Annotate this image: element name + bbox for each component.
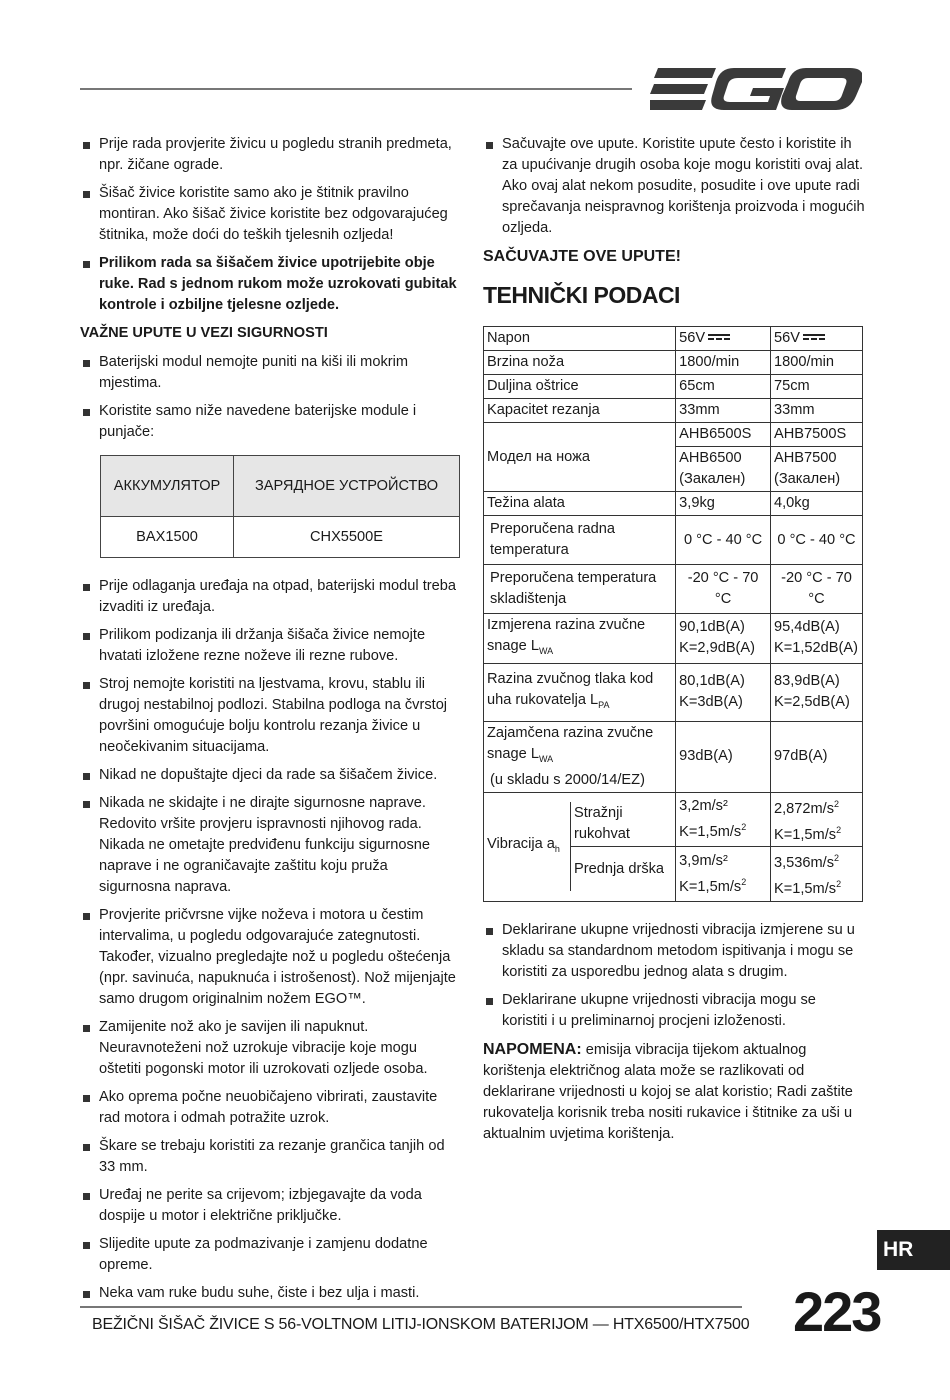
list-item: Stroj nemojte koristiti na ljestvama, krovu, stablu ili drugoj nestabilnoj podlozi. Stabilna podloga na čvrstoj površini omogućuje bolju kontrolu rezanja živice u neočekivanim situacijama. — [80, 674, 462, 758]
spec-label: Preporučena radna temperatura — [484, 516, 676, 565]
spec-label — [484, 721, 676, 792]
table-header: АККУМУЛЯТОР — [101, 456, 234, 517]
spec-value: 3,9kg — [676, 492, 771, 516]
note-paragraph — [483, 1039, 865, 1145]
spec-value: -20 °C - 70 °C — [676, 565, 771, 614]
spec-label — [484, 663, 676, 721]
spec-label: Kapacitet rezanja — [484, 399, 676, 423]
spec-value-line: $K=1,5m/s^2$ — [679, 822, 747, 840]
spec-value — [771, 327, 863, 351]
spec-value-line: 90,1dB(A) — [679, 619, 745, 636]
spec-value-line: 3,2m/s² — [679, 798, 728, 815]
table-cell: CHX5500E — [234, 517, 460, 558]
dc-symbol-icon — [803, 334, 825, 342]
right-column — [483, 134, 865, 1145]
left-column — [80, 134, 462, 1311]
spec-value-line: $2,872m/s^2$ — [774, 798, 840, 817]
table-row — [484, 663, 863, 721]
spec-value-text: 2,872m/s — [774, 800, 835, 817]
list-item: Šišač živice koristite samo ako je štitnik pravilno montiran. Ako šišač živice koristite bez odgovarajućeg štitnika, može doći do teških tjelesnih ozljeda! — [80, 183, 462, 246]
spec-value: 65cm — [676, 375, 771, 399]
list-item: Deklarirane ukupne vrijednosti vibracija mogu se koristiti i u preliminarnoj procjeni izloženosti. — [483, 990, 865, 1032]
vibration-subtable — [484, 802, 675, 891]
spec-value-text: K=1,5m/s — [774, 826, 837, 843]
table-header: ЗАРЯДНОЕ УСТРОЙСТВО — [234, 456, 460, 517]
table-cell: BAX1500 — [101, 517, 234, 558]
spec-value — [771, 663, 863, 721]
list-item: Nikad ne dopuštajte djeci da rade sa šišačem živice. — [80, 765, 462, 786]
spec-value: 75cm — [771, 375, 863, 399]
table-row — [484, 492, 863, 516]
footer-rule — [80, 1306, 742, 1308]
spec-value: -20 °C - 70 °C — [771, 565, 863, 614]
list-item: Prilikom podizanja ili držanja šišača živice nemojte hvatati izložene rezne noževe ili rezne rubove. — [80, 625, 462, 667]
spec-value: 4,0kg — [771, 492, 863, 516]
language-tab: HR — [877, 1230, 950, 1270]
spec-value: 97dB(A) — [771, 721, 863, 792]
list-item: Nikada ne skidajte i ne dirajte sigurnosne naprave. Redovito vršite provjeru ispravnosti njihovog rada. Nikada ne ometajte predviđenu funkciju sigurnosne naprave i ne ograničavajte zaštitu koju pruža sigurnosna naprava. — [80, 793, 462, 898]
list-item: Prije rada provjerite živicu u pogledu stranih predmeta, npr. žičane ograde. — [80, 134, 462, 176]
spec-label: Модел на ножа — [484, 423, 676, 492]
spec-value — [676, 792, 771, 847]
spec-value-text: 56V — [774, 330, 800, 346]
spec-value-line: $K=1,5m/s^2$ — [774, 879, 842, 898]
spec-value-text: K=1,5m/s — [679, 878, 742, 895]
table-row — [484, 721, 863, 792]
table-row — [484, 351, 863, 375]
spec-value-line: $3,536m/s^2$ — [774, 853, 840, 872]
spec-value-line: K=2,9dB(A) — [679, 640, 756, 657]
spec-label — [484, 802, 571, 891]
spec-value-line: 80,1dB(A) — [679, 673, 745, 690]
spec-label — [484, 614, 676, 664]
list-item: Prije odlaganja uređaja na otpad, baterijski modul treba izvaditi iz uređaja. — [80, 576, 462, 618]
spec-table — [483, 326, 863, 902]
list-item: Slijedite upute za podmazivanje i zamjenu dodatne opreme. — [80, 1234, 462, 1276]
list-item-warning: Prilikom rada sa šišačem živice upotrijebite obje ruke. Rad s jednom rukom može uzrokovati gubitak kontrole i ozbiljne tjelesne ozljede. — [80, 253, 462, 316]
battery-charger-table — [100, 455, 460, 558]
spec-value-line: $K=1,5m/s^2$ — [774, 824, 842, 843]
ego-logo — [650, 64, 862, 114]
list-item: Koristite samo niže navedene baterijske module i punjače: — [80, 401, 462, 443]
spec-label-subscript: PA — [598, 699, 610, 710]
header-rule — [80, 88, 632, 90]
spec-value-line: K=3dB(A) — [679, 694, 743, 711]
spec-value: 1800/min — [676, 351, 771, 375]
safety-list-bottom — [80, 576, 462, 1304]
note-text: emisija vibracija tijekom aktualnog korištenja električnog alata može se razlikovati od deklarirane vrijednosti u kojoj se alat koristio; Radi zaštite rukovatelja korisnik treba nositi rukavice i štitnike za uši u aktualnim uvjetima korištenja. — [483, 1042, 853, 1143]
spec-label — [484, 792, 676, 901]
spec-value — [771, 792, 863, 847]
vibration-notes-list — [483, 920, 865, 1032]
spec-label: Težina alata — [484, 492, 676, 516]
spec-value — [771, 614, 863, 664]
spec-label-text: Izmjerena razina zvučne snage L — [487, 617, 646, 654]
table-row — [484, 399, 863, 423]
spec-value-line: K=2,5dB(A) — [774, 694, 850, 711]
table-row — [484, 516, 863, 565]
safety-list-top — [80, 134, 462, 316]
spec-value: 33mm — [771, 399, 863, 423]
spec-label-text: (u skladu s 2000/14/EZ) — [490, 771, 645, 788]
spec-label-text: Vibracija a — [487, 835, 555, 852]
spec-value — [676, 614, 771, 664]
table-row — [484, 327, 863, 351]
table-row — [484, 565, 863, 614]
spec-label: Brzina noža — [484, 351, 676, 375]
table-row — [484, 423, 863, 447]
note-label: NAPOMENA: — [483, 1041, 582, 1059]
page-number: 223 — [793, 1280, 881, 1343]
save-instructions-list — [483, 134, 865, 239]
spec-label-text: Zajamčena razina zvučne snage L — [487, 724, 654, 762]
spec-value: 1800/min — [771, 351, 863, 375]
spec-value-text: K=1,5m/s — [774, 881, 837, 898]
spec-value: AHB6500S — [676, 423, 771, 447]
tech-data-heading: TEHNIČKI PODACI — [483, 282, 680, 308]
spec-value: AHB6500 (Закален) — [676, 447, 771, 492]
table-row — [484, 614, 863, 664]
spec-value-line: 3,9m/s² — [679, 852, 728, 869]
list-item: Sačuvajte ove upute. Koristite upute često i koristite ih za upućivanje drugih osoba koje mogu koristiti ovaj alat. Ako ovaj alat nekom posudite, posudite i ove upute radi sprečavanja neispravnog korištenja proizvoda i mogućih ozljeda. — [483, 134, 865, 239]
spec-value: 93dB(A) — [676, 721, 771, 792]
spec-label: Preporučena temperatura skladištenja — [484, 565, 676, 614]
dc-symbol-icon — [708, 334, 730, 342]
list-item: Baterijski modul nemojte puniti na kiši ili mokrim mjestima. — [80, 352, 462, 394]
spec-value: AHB7500S — [771, 423, 863, 447]
spec-sublabel: Stražnji rukohvat — [571, 802, 676, 847]
list-item: Provjerite pričvrsne vijke noževa i motora u čestim intervalima, u pogledu odgovarajuće zategnutosti. Također, vizualno pregledajte nož u pogledu oštećenja (npr. savinuća, napuknuća i istrošenost). Nož mijenjajte samo drugom originalnim nožem EGO™. — [80, 905, 462, 1010]
spec-label: Duljina oštrice — [484, 375, 676, 399]
spec-value — [676, 327, 771, 351]
table-row — [484, 375, 863, 399]
footer-title: BEŽIČNI ŠIŠAČ ŽIVICE S 56-VOLTNOM LITIJ-IONSKOM BATERIJOM — HTX6500/HTX7500 — [92, 1316, 750, 1333]
spec-value: 0 °C - 40 °C — [676, 516, 771, 565]
spec-value-text: 56V — [679, 330, 706, 346]
spec-value-text: K=1,5m/s — [679, 824, 742, 840]
spec-value-text: 3,536m/s — [774, 855, 835, 872]
spec-value — [676, 847, 771, 902]
spec-label-subscript: WA — [538, 753, 554, 764]
safety-list-battery — [80, 352, 462, 443]
spec-label-subscript: h — [554, 843, 560, 854]
list-item: Ako oprema počne neuobičajeno vibrirati, zaustavite rad motora i odmah potražite uzrok. — [80, 1087, 462, 1129]
table-row — [484, 792, 863, 847]
spec-value: AHB7500 (Закален) — [771, 447, 863, 492]
spec-value: 33mm — [676, 399, 771, 423]
spec-value-line: 83,9dB(A) — [774, 673, 840, 690]
list-item: Uređaj ne perite sa crijevom; izbjegavajte da voda dospije u motor i električne priključke. — [80, 1185, 462, 1227]
spec-value-line: 95,4dB(A) — [774, 619, 840, 636]
list-item: Deklarirane ukupne vrijednosti vibracija izmjerene su u skladu sa standardnom metodom ispitivanja i mogu se koristiti za usporedbu jednog alata s drugim. — [483, 920, 865, 983]
spec-value — [771, 847, 863, 902]
spec-value: 0 °C - 40 °C — [771, 516, 863, 565]
list-item: Škare se trebaju koristiti za rezanje grančica tanjih od 33 mm. — [80, 1136, 462, 1178]
spec-value-line: $K=1,5m/s^2$ — [679, 876, 747, 895]
list-item: Neka vam ruke budu suhe, čiste i bez ulja i masti. — [80, 1283, 462, 1304]
spec-label: Napon — [484, 327, 676, 351]
spec-label-subscript: WA — [538, 645, 554, 656]
section-subheading: VAŽNE UPUTE U VEZI SIGURNOSTI — [80, 325, 328, 341]
save-heading: SAČUVAJTE OVE UPUTE! — [483, 248, 681, 265]
spec-value-line: K=1,52dB(A) — [774, 640, 858, 657]
spec-sublabel: Prednja drška — [574, 860, 665, 877]
list-item: Zamijenite nož ako je savijen ili napuknut. Neuravnoteženi nož uzrokuje vibracije koje mogu oštetiti pogonski motor ili uzrokovati ozljede osoba. — [80, 1017, 462, 1080]
spec-value — [676, 663, 771, 721]
spec-label-text: Razina zvučnog tlaka kod uha rukovatelja L — [487, 670, 654, 708]
